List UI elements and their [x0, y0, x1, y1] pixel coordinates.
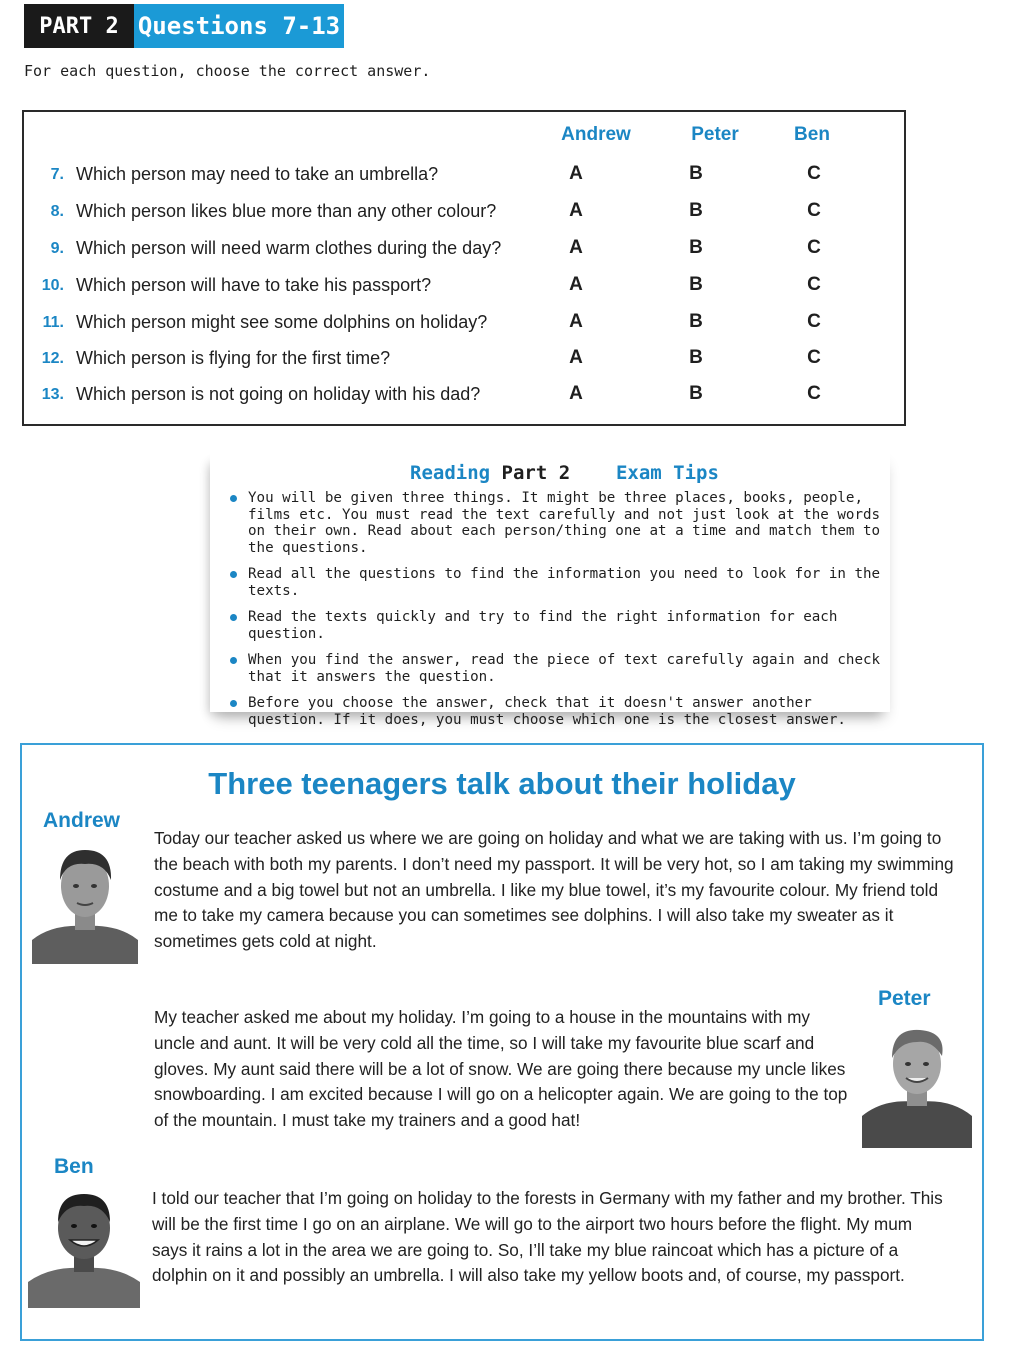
option-b[interactable]: B: [689, 237, 703, 258]
reading-title: Three teenagers talk about their holiday: [208, 766, 796, 801]
andrew-name: Andrew: [43, 809, 121, 832]
option-a[interactable]: A: [569, 200, 583, 221]
question-number: 9.: [50, 240, 64, 257]
part-badge: PART 2: [24, 4, 134, 48]
option-b[interactable]: B: [689, 347, 703, 368]
peter-text: My teacher asked me about my holiday. I’m going to a house in the mountains with my uncle and aunt. It will be very cold all the time, so I will take my favourite blue scarf and gloves. My aunt said there will be a lot of snow. We are going there because my uncle likes snowboarding. I am excited because I will go on a helicopter again. We are going to the top of the mountain. I must take my trainers and a good hat!: [154, 1007, 848, 1131]
questions-badge: Questions 7-13: [134, 4, 344, 48]
option-c[interactable]: C: [807, 347, 821, 368]
question-text: Which person will have to take his passport?: [76, 275, 432, 295]
option-a[interactable]: A: [569, 237, 583, 258]
question-text: Which person will need warm clothes during the day?: [76, 238, 502, 258]
option-c[interactable]: C: [807, 237, 821, 258]
option-c[interactable]: C: [807, 200, 821, 221]
tip-item: You will be given three things. It might be three places, books, people, films etc. You must read the text carefully and not just look at the words on their own. Read about each person/thing one at a time and match them to the questions.: [226, 490, 886, 556]
peter-photo: [862, 1024, 972, 1148]
option-c[interactable]: C: [807, 274, 821, 295]
andrew-photo: [32, 840, 138, 964]
tips-title-part: Part 2: [501, 462, 571, 484]
question-row: [22, 376, 906, 413]
option-a[interactable]: A: [569, 163, 583, 184]
peter-name: Peter: [878, 987, 931, 1010]
question-row: [22, 304, 906, 341]
question-row: [22, 230, 906, 267]
tips-title-reading: Reading: [410, 462, 491, 484]
option-b[interactable]: B: [689, 163, 703, 184]
question-row: [22, 340, 906, 377]
question-text: Which person is not going on holiday with his dad?: [76, 384, 481, 404]
tip-item: Read all the questions to find the information you need to look for in the texts.: [226, 566, 886, 599]
exam-tips-list: [226, 490, 886, 738]
option-b[interactable]: B: [689, 200, 703, 221]
option-a[interactable]: A: [569, 311, 583, 332]
option-a[interactable]: A: [569, 274, 583, 295]
exam-tips-title: [410, 462, 719, 484]
option-a[interactable]: A: [569, 383, 583, 404]
tip-item: When you find the answer, read the piece of text carefully again and check that it answers the question.: [226, 652, 886, 685]
column-ben: Ben: [794, 124, 830, 145]
option-b[interactable]: B: [689, 274, 703, 295]
column-andrew: Andrew: [561, 124, 631, 145]
andrew-text: Today our teacher asked us where we are going on holiday and what we are taking with us. I’m going to the beach with both my parents. I don’t need my passport. It will be very hot, so I am taking my swimming costume and a big towel but not an umbrella. I like my blue towel, it’s my favourite colour. My friend told me to take my camera because you can sometimes see dolphins. I will also take my sweater as it sometimes gets cold at night.: [154, 828, 954, 952]
ben-photo: [28, 1186, 140, 1308]
option-c[interactable]: C: [807, 163, 821, 184]
question-text: Which person may need to take an umbrella?: [76, 164, 439, 184]
tip-item: Before you choose the answer, check that it doesn't answer another question. If it does, you must choose which one is the closest answer.: [226, 695, 886, 728]
question-row: [22, 193, 906, 230]
question-number: 10.: [41, 277, 64, 294]
question-text: Which person likes blue more than any other colour?: [76, 201, 497, 221]
question-number: 8.: [50, 203, 64, 220]
ben-name: Ben: [54, 1155, 94, 1178]
tips-title-exam: Exam Tips: [615, 462, 719, 484]
column-peter: Peter: [691, 124, 739, 145]
option-b[interactable]: B: [689, 383, 703, 404]
question-row: [22, 267, 906, 304]
question-number: 11.: [42, 314, 64, 331]
option-b[interactable]: B: [689, 311, 703, 332]
question-number: 12.: [41, 350, 64, 367]
option-c[interactable]: C: [807, 383, 821, 404]
question-text: Which person might see some dolphins on holiday?: [76, 312, 488, 332]
option-c[interactable]: C: [807, 311, 821, 332]
question-number: 7.: [50, 166, 64, 183]
tip-item: Read the texts quickly and try to find the right information for each question.: [226, 609, 886, 642]
ben-text: I told our teacher that I’m going on holiday to the forests in Germany with my father and my brother. This will be the first time I go on an airplane. We will go to the airport two hours before the flight. My mum says it rains a lot in the area we are going to. So, I’ll take my blue raincoat which has a picture of a dolphin on it and possibly an umbrella. I will also take my yellow boots and, of course, my passport.: [152, 1188, 943, 1286]
question-number: 13.: [41, 386, 64, 403]
question-text: Which person is flying for the first time?: [76, 348, 391, 368]
option-a[interactable]: A: [569, 347, 583, 368]
instruction: For each question, choose the correct answer.: [24, 62, 431, 80]
question-row: [22, 156, 906, 193]
